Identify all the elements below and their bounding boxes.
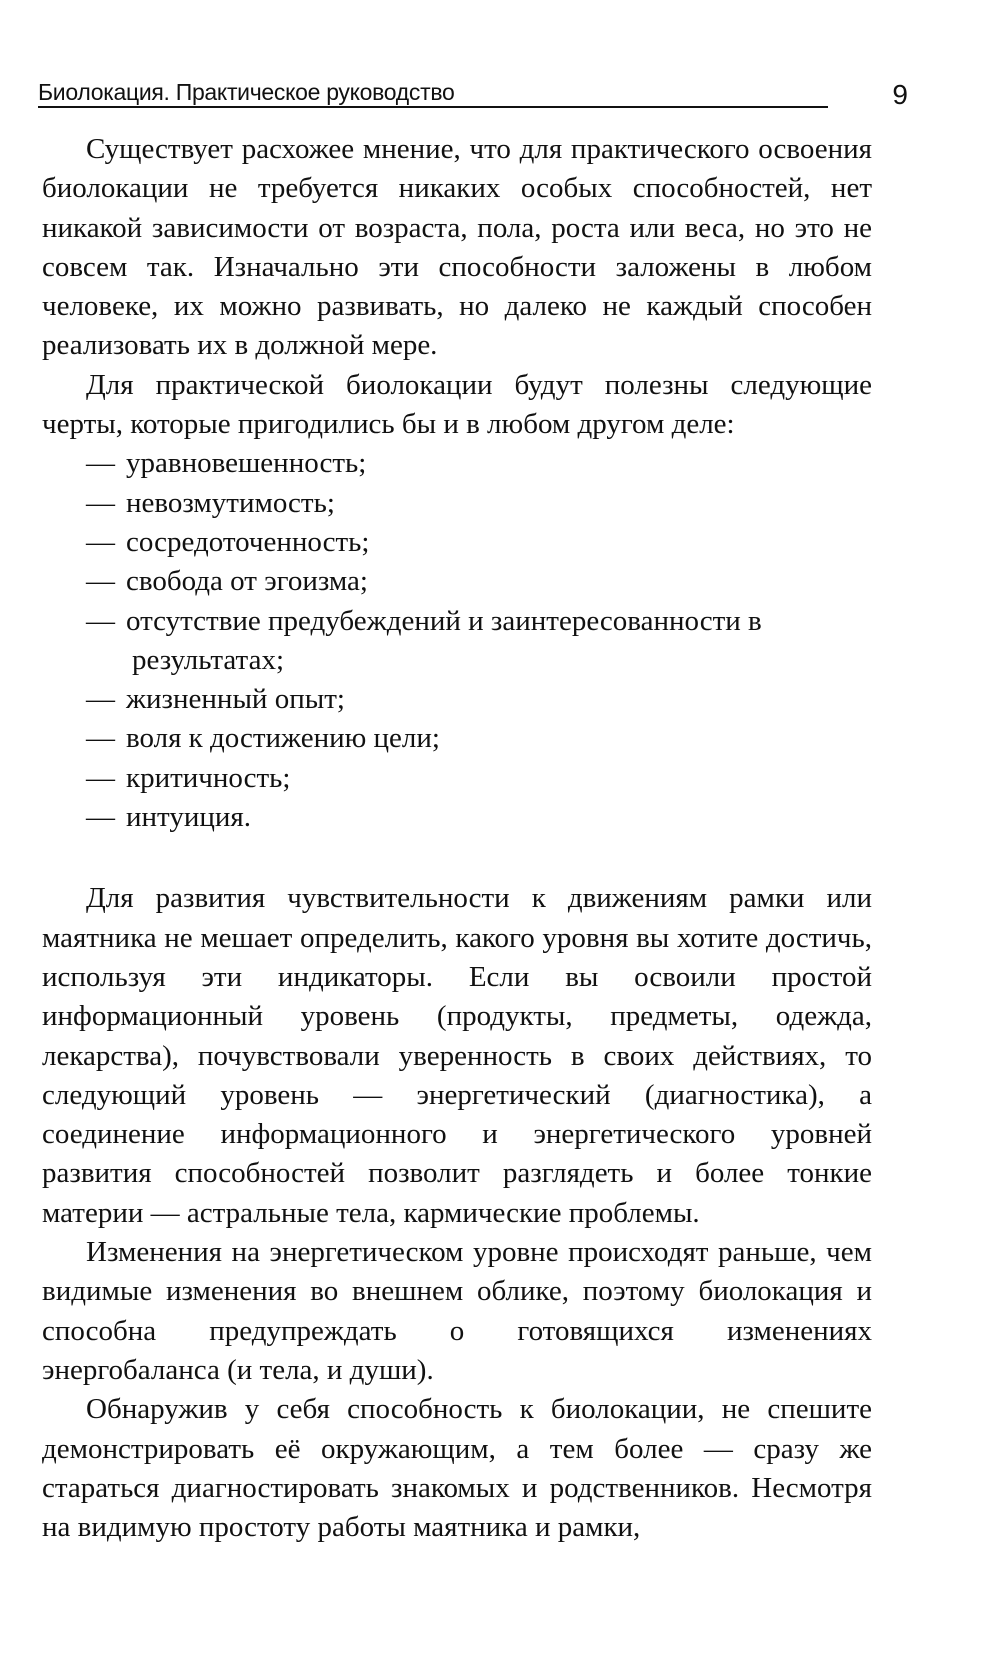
dash-bullet: — [86,447,115,480]
list-item-text: свобода от эгоизма; [126,565,368,598]
dash-bullet: — [86,565,115,598]
dash-bullet: — [86,761,115,794]
paragraph: Существует расхожее мнение, что для практического освоения биолокации не требуется никаких особых способностей, нет никакой зависимости от возраста, пола, роста или веса, но это не совсем так. Изначально эти способности заложены в любом человеке, их можно развивать, но далеко не каждый способен реализовать их в должной мере. [42,133,872,362]
list-item [42,719,872,758]
dash-bullet: — [86,604,115,637]
list-item [42,680,872,719]
list-item [42,523,872,562]
list-item [42,759,872,798]
page-number: 9 [892,79,908,110]
list-item [42,484,872,523]
running-header-title: Биолокация. Практическое руководство [38,79,455,105]
list-item [42,562,872,601]
list-item-text: воля к достижению цели; [126,722,440,755]
list-item [42,444,872,483]
traits-list [42,444,872,837]
list-item-text: сосредоточенность; [126,525,370,558]
paragraph: Для развития чувствительности к движениям рамки или маятника не мешает определить, какого уровня вы хотите достичь, используя эти индикаторы. Если вы освоили простой информационный уровень (продукты, предметы, одежда, лекарства), почувствовали уверенность в своих действиях, то следующий уровень — энергетический (диагностика), а соединение информационного и энергетического уровней развития способностей позволит разглядеть и более тонкие материи — астральные тела, кармические проблемы. [42,882,872,1229]
paragraph: Изменения на энергетическом уровне происходят раньше, чем видимые изменения во внешнем облике, поэтому биолокация и способна предупреждать о готовящихся изменениях энергобаланса (и тела, и души). [42,1236,872,1386]
header-rule [38,106,828,108]
dash-bullet: — [86,801,115,834]
running-header [38,78,908,112]
paragraph: Для практической биолокации будут полезны следующие черты, которые пригодились бы и в любом другом деле: [42,368,872,441]
list-item [42,602,872,681]
list-item-text: критичность; [126,761,291,794]
dash-bullet: — [86,683,115,716]
list-item-text: уравновешенность; [126,447,367,480]
list-item-text: жизненный опыт; [126,683,345,716]
page-body [42,130,872,1547]
list-item-text: отсутствие предубеждений и заинтересованности в результатах; [126,604,762,676]
dash-bullet: — [86,525,115,558]
list-item-text: невозмутимость; [126,486,335,519]
list-item [42,798,872,837]
paragraph: Обнаружив у себя способность к биолокации, не спешите демонстрировать её окружающим, а тем более — сразу же стараться диагностировать знакомых и родственников. Несмотря на видимую простоту работы маятника и рамки, [42,1393,872,1544]
list-item-text: интуиция. [126,801,251,834]
dash-bullet: — [86,722,115,755]
dash-bullet: — [86,486,115,519]
section-gap [42,837,872,879]
